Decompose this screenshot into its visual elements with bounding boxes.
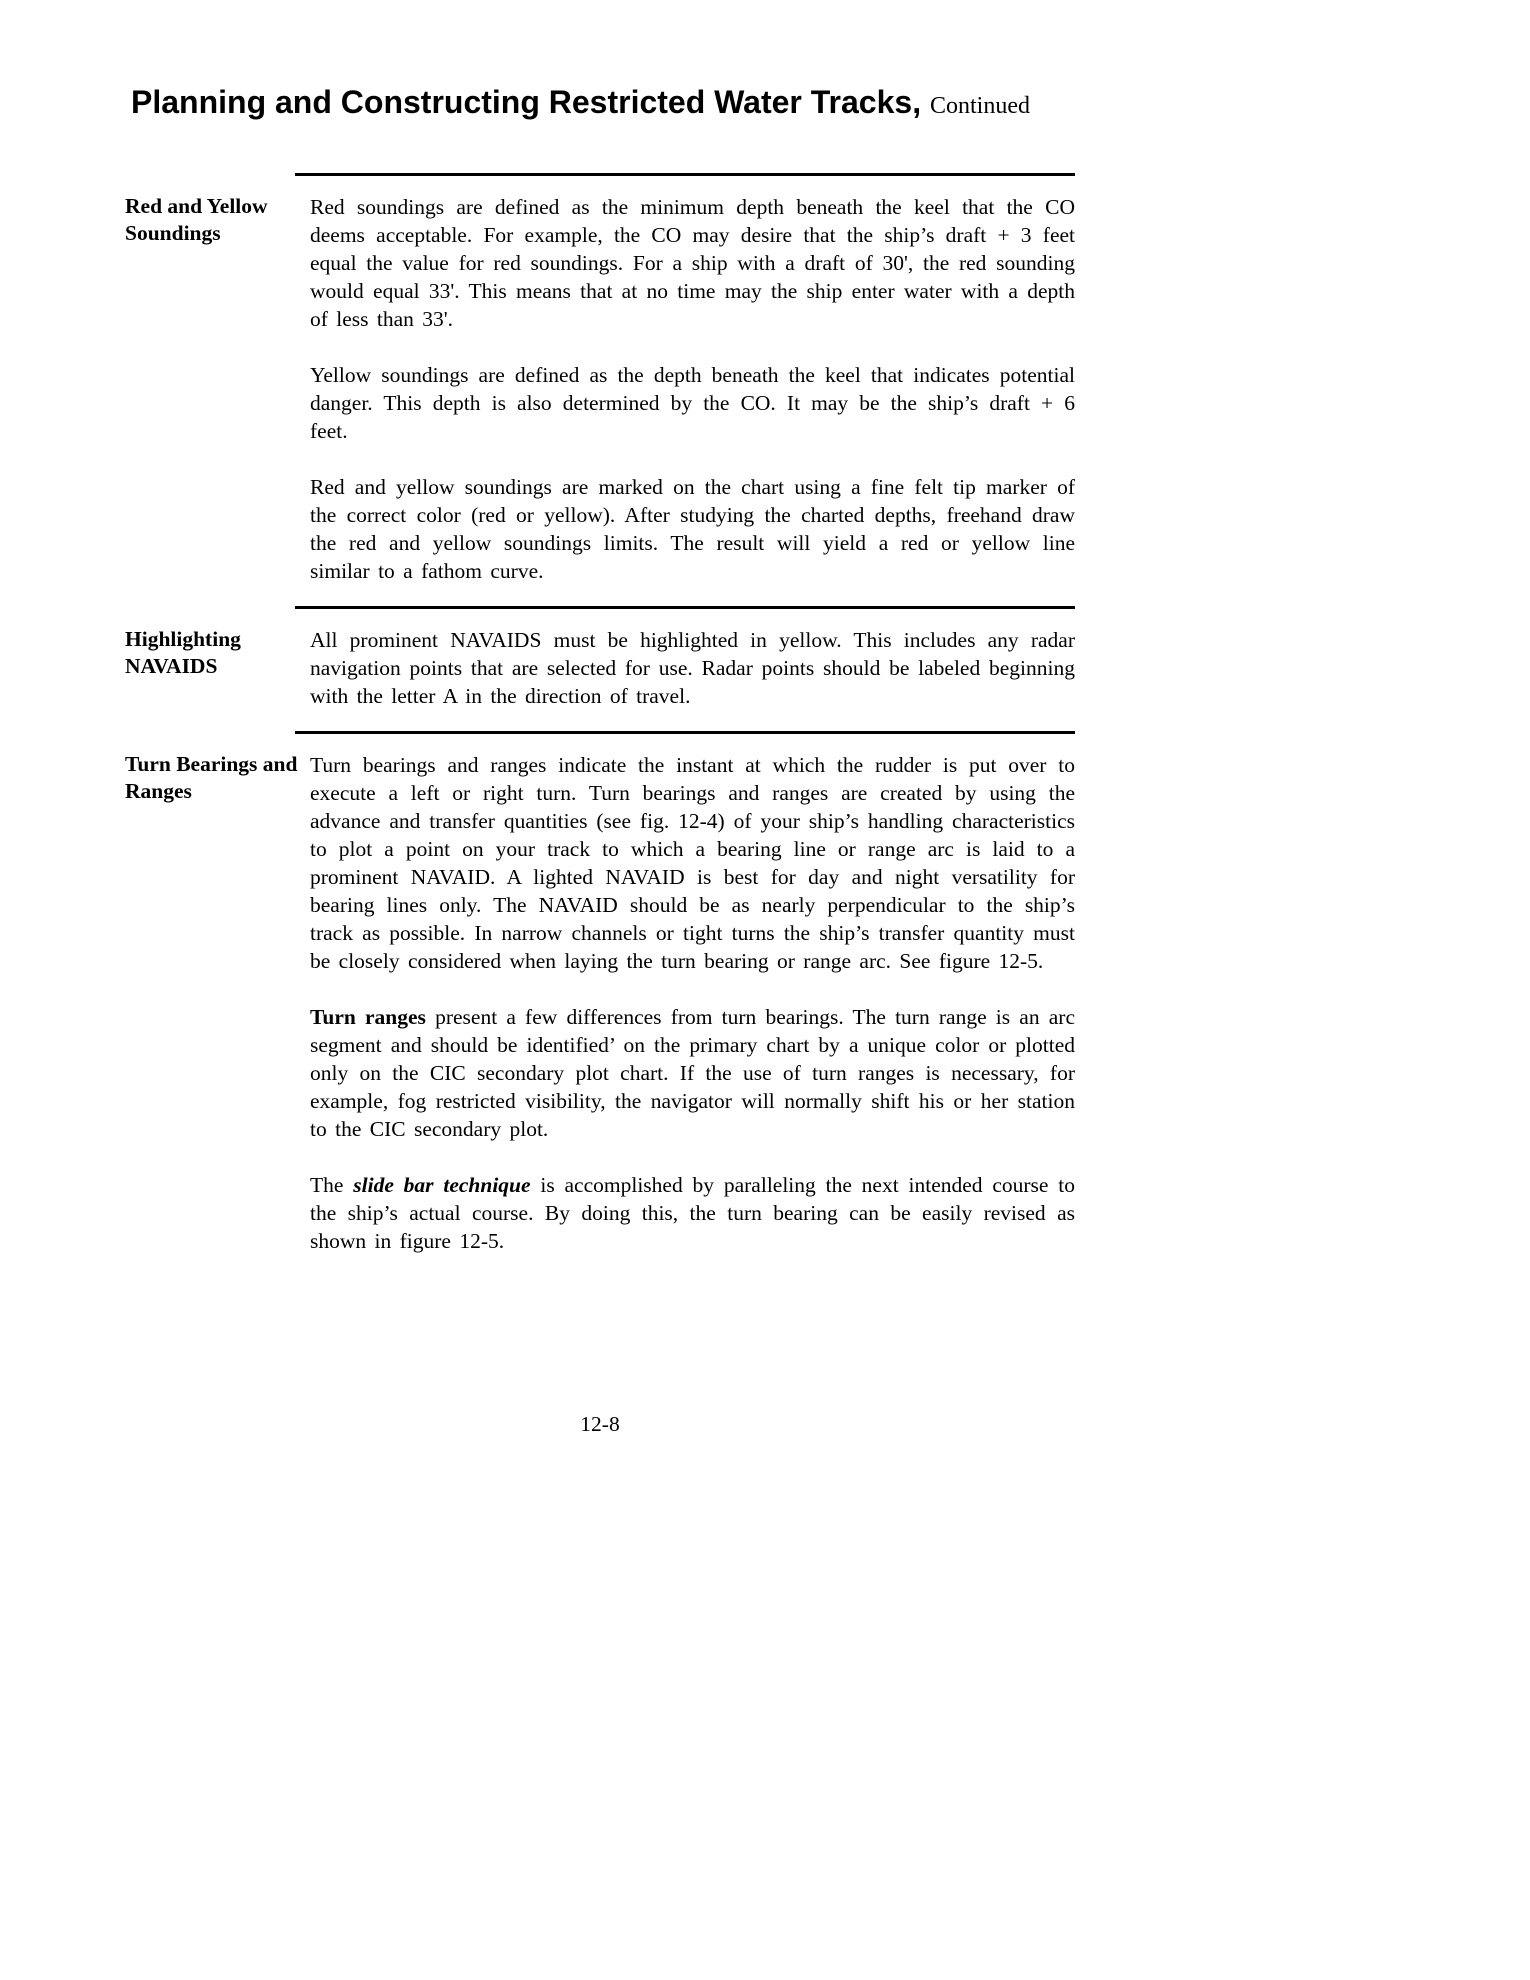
paragraph: All prominent NAVAIDS must be highlighted in yellow. This includes any radar navigation points that are selected for use. Radar points should be labeled beginning with the letter A in the direction of travel. [310, 628, 1075, 708]
paragraph: Yellow soundings are defined as the depth beneath the keel that indicates potential danger. This depth is also determined by the CO. It may be the ship’s draft + 6 feet. [310, 363, 1075, 443]
paragraph: Turn bearings and ranges indicate the instant at which the rudder is put over to execute a left or right turn. Turn bearings and ranges are created by using the advance and transfer quantities (see fig. 12-4) of your ship’s handling characteristics to plot a point on your track to which a bearing line or range arc is laid to a prominent NAVAID. A lighted NAVAID is best for day and night versatility for bearing lines only. The NAVAID should be as nearly perpendicular to the ship’s track as possible. In narrow channels or tight turns the ship’s transfer quantity must be closely considered when laying the turn bearing or range arc. See figure 12-5. [310, 753, 1075, 973]
bold-italic-run: slide bar technique [353, 1173, 531, 1197]
page-number: 12-8 [580, 1412, 620, 1436]
section-label: Red and Yellow Soundings [125, 194, 268, 245]
paragraph: Red soundings are defined as the minimum depth beneath the keel that the CO deems acceptable. For example, the CO may desire that the ship’s draft + 3 feet equal the value for red soundings. For a ship with a draft of 30', the red sounding would equal 33'. This means that at no time may the ship enter water with a depth of less than 33'. [310, 195, 1075, 331]
section-body [310, 626, 1075, 710]
section-body [310, 751, 1075, 1255]
text-run: is accomplished by paralleling the next intended course to the ship’s actual course. By doing this, the turn bearing can be easily revised as shown in figure 12-5. [310, 1173, 1075, 1253]
section-label: Turn Bearings and Ranges [125, 752, 298, 803]
section-body [310, 193, 1075, 585]
paragraph: Red and yellow soundings are marked on the chart using a fine felt tip marker of the correct color (red or yellow). After studying the charted depths, freehand draw the red and yellow soundings limits. The result will yield a red or yellow line similar to a fathom curve. [310, 475, 1075, 583]
section-highlighting-navaids [125, 609, 1075, 710]
paragraph [310, 1003, 1075, 1143]
paragraph [310, 1171, 1075, 1255]
title-text: Planning and Constructing Restricted Water Tracks, [131, 84, 922, 120]
section-turn-bearings-ranges [125, 734, 1075, 1255]
page-title [131, 84, 1075, 121]
title-continued: Continued [929, 93, 1030, 119]
text-run: present a few differences from turn bearings. The turn range is an arc segment and should be identified’ on the primary chart by a unique color or plotted only on the CIC secondary plot chart. If the use of turn ranges is necessary, for example, fog restricted visibility, the navigator will normally shift his or her station to the CIC secondary plot. [310, 1005, 1076, 1141]
page-content [125, 0, 1075, 1276]
bold-run: Turn ranges [310, 1005, 426, 1029]
section-red-yellow-soundings [125, 176, 1075, 585]
text-run: The [310, 1173, 354, 1197]
section-label: Highlighting NAVAIDS [125, 627, 241, 678]
